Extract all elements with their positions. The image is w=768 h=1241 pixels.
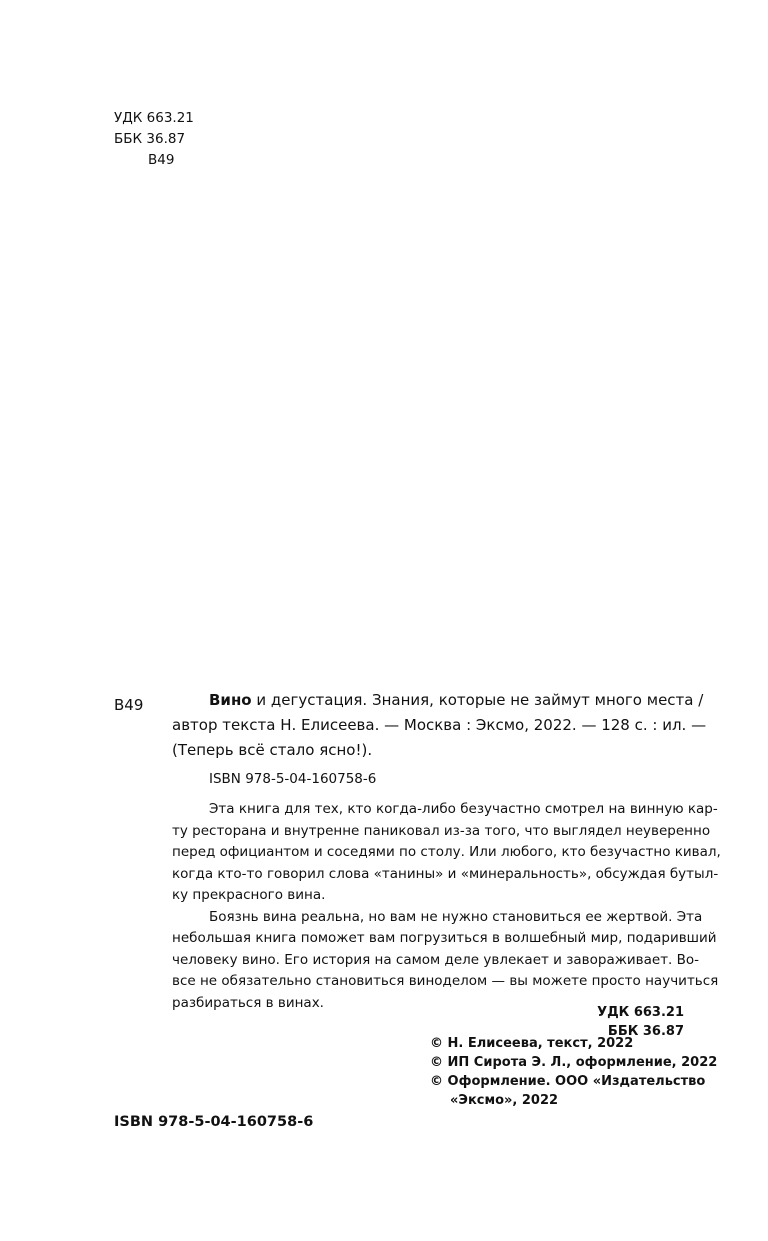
annotation-line: ку прекрасного вина.: [172, 887, 326, 903]
annotation-line: небольшая книга поможет вам погрузиться в волшебный мир, подаривший: [172, 930, 717, 946]
annotation-line: перед официантом и соседями по столу. Или любого, кто безучастно кивал,: [172, 844, 721, 860]
biblio-author-sign: В49: [114, 696, 144, 714]
bbk-code-right: ББК 36.87: [607, 1024, 684, 1039]
annotation-line: все не обязательно становиться виноделом — вы можете просто научиться: [172, 973, 719, 989]
annotation-line: разбираться в винах.: [172, 994, 324, 1011]
annotation-line: когда кто-то говорил слова «танины» и «минеральность», обсуждая бутыл-: [172, 865, 719, 882]
title-rest: и дегустация. Знания, которые не займут много места /: [251, 691, 704, 709]
annotation-line: ту ресторана и внутренне паниковал из-за того, что выглядел неуверенно: [172, 822, 711, 839]
annotation: [172, 799, 721, 1014]
isbn-bottom: ISBN 978-5-04-160758-6: [114, 1114, 314, 1130]
book-title: Вино: [209, 691, 252, 709]
annotation-line: Эта книга для тех, кто когда-либо безучастно смотрел на винную кар-: [209, 801, 718, 817]
copyright-line: «Эксмо», 2022: [450, 1093, 559, 1108]
isbn-record: ISBN 978-5-04-160758-6: [209, 771, 377, 787]
bibliographic-description: [172, 688, 707, 763]
copyright-line: © ИП Сирота Э. Л., оформление, 2022: [430, 1055, 718, 1070]
classification-block-top: [114, 108, 194, 171]
udk-code: УДК 663.21: [114, 110, 194, 126]
biblio-line-2: автор текста Н. Елисеева. — Москва : Эксмо, 2022. — 128 с. : ил. —: [172, 716, 707, 734]
copyright-line: © Оформление. ООО «Издательство: [430, 1074, 706, 1089]
copyright-block: [430, 1034, 717, 1110]
biblio-line-3: (Теперь всё стало ясно!).: [172, 741, 373, 759]
copyright-line: © Н. Елисеева, текст, 2022: [430, 1036, 634, 1051]
biblio-line-1: [172, 688, 704, 713]
author-sign: В49: [148, 152, 175, 168]
annotation-line: человеку вино. Его история на самом деле увлекает и завораживает. Во-: [172, 951, 700, 968]
bbk-code: ББК 36.87: [114, 131, 186, 147]
annotation-line: Боязнь вина реальна, но вам не нужно становиться ее жертвой. Эта: [209, 908, 703, 925]
udk-code-right: УДК 663.21: [597, 1005, 684, 1020]
